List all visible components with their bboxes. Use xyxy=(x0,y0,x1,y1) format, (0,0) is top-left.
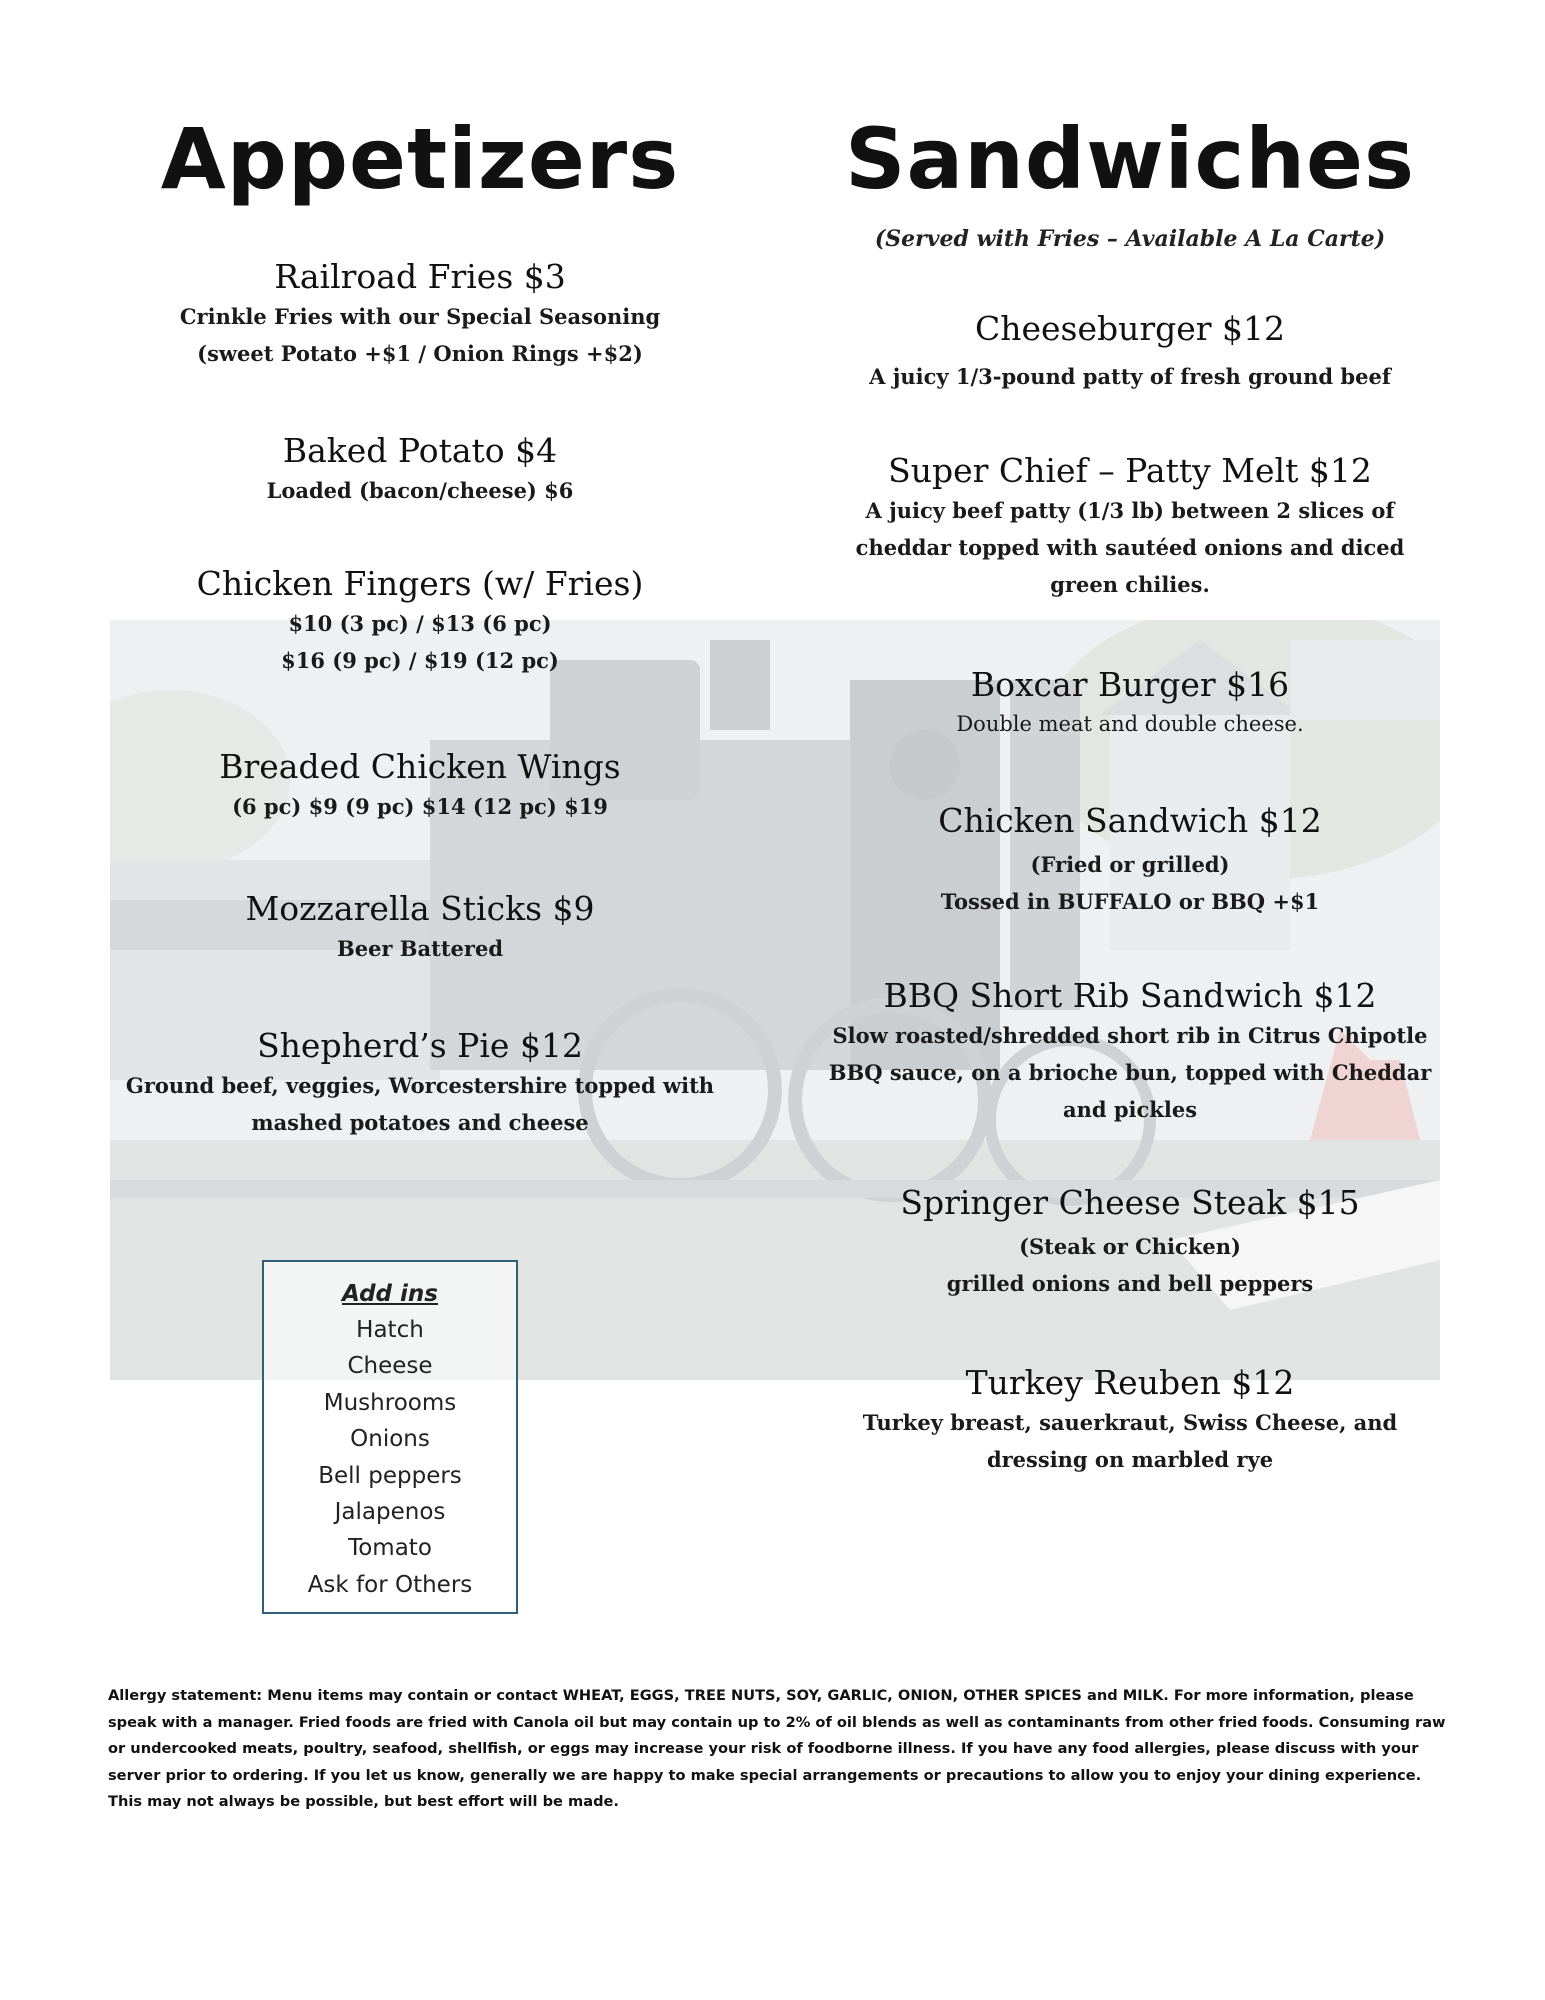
item-desc: (6 pc) $9 (9 pc) $14 (12 pc) $19 xyxy=(232,794,608,819)
add-ins-title: Add ins xyxy=(342,1281,438,1307)
add-in-item: Bell peppers xyxy=(318,1462,462,1489)
item-desc: A juicy 1/3-pound patty of fresh ground beef xyxy=(869,364,1391,389)
item-desc: Beer Battered xyxy=(336,936,504,961)
item-desc: Slow roasted/shredded short rib in Citrus Chipotle xyxy=(832,1023,1428,1048)
item-name: Springer Cheese Steak $15 xyxy=(900,1183,1360,1222)
appetizers-title: Appetizers xyxy=(160,110,680,208)
menu-item-mozzarella-sticks xyxy=(95,888,745,967)
item-desc: Tossed in BUFFALO or BBQ +$1 xyxy=(940,889,1320,914)
item-name: Shepherd’s Pie $12 xyxy=(257,1026,583,1065)
item-desc: grilled onions and bell peppers xyxy=(946,1271,1314,1296)
allergy-statement: Allergy statement: Menu items may contain or contact WHEAT, EGGS, TREE NUTS, SOY, GARLIC, ONION, OTHER SPICES and MILK. For more information, please speak with a manager. Fried foods are fried with Canola oil but may contain up to 2% of oil blends as well as contaminants from other fried foods. Consuming raw or undercooked meats, poultry, seafood, shellfish, or eggs may increase your risk of foodborne illness. If you have any food allergies, please discuss with your server prior to ordering. If you let us know, generally we are happy to make special arrangements or precautions to allow you to enjoy your dining experience. This may not always be possible, but best effort will be made. xyxy=(108,1687,1446,1810)
add-in-item: Ask for Others xyxy=(307,1571,473,1598)
item-name: Boxcar Burger $16 xyxy=(970,665,1290,704)
item-desc: and pickles xyxy=(1062,1097,1198,1122)
item-desc: (Fried or grilled) xyxy=(1030,852,1230,877)
add-in-item: Hatch xyxy=(356,1317,424,1343)
item-name: Super Chief – Patty Melt $12 xyxy=(888,451,1372,490)
menu-item-boxcar-burger xyxy=(815,664,1445,743)
add-in-item: Onions xyxy=(350,1426,430,1453)
item-desc: $16 (9 pc) / $19 (12 pc) xyxy=(281,648,559,673)
menu-item-shepherds-pie xyxy=(95,1025,745,1141)
menu-item-turkey-reuben xyxy=(815,1362,1445,1478)
item-desc: mashed potatoes and cheese xyxy=(251,1110,589,1135)
item-desc: Double meat and double cheese. xyxy=(956,712,1304,736)
item-desc: A juicy beef patty (1/3 lb) between 2 slices of xyxy=(865,498,1395,523)
item-desc: BBQ sauce, on a brioche bun, topped with Cheddar xyxy=(828,1060,1432,1085)
add-in-item: Mushrooms xyxy=(323,1389,457,1416)
menu-item-bbq-short-rib-sandwich xyxy=(815,975,1445,1128)
menu-item-baked-potato xyxy=(95,430,745,509)
add-in-item: Tomato xyxy=(348,1535,432,1562)
item-name: Chicken Sandwich $12 xyxy=(938,801,1322,840)
sandwiches-title: Sandwiches xyxy=(844,110,1416,208)
item-desc: Loaded (bacon/cheese) $6 xyxy=(266,478,574,503)
menu-item-chicken-fingers xyxy=(95,563,745,679)
item-name: Turkey Reuben $12 xyxy=(965,1363,1295,1402)
item-desc: cheddar topped with sautéed onions and diced xyxy=(855,535,1405,560)
item-name: Railroad Fries $3 xyxy=(274,257,566,296)
item-name: Cheeseburger $12 xyxy=(974,309,1286,348)
item-name: BBQ Short Rib Sandwich $12 xyxy=(883,976,1377,1015)
menu-item-breaded-chicken-wings xyxy=(95,746,745,825)
menu-item-chicken-sandwich xyxy=(815,800,1445,920)
menu-item-super-chief-patty-melt xyxy=(815,450,1445,603)
served-with-note: (Served with Fries – Available A La Carte) xyxy=(874,226,1386,252)
add-in-item: Cheese xyxy=(347,1353,433,1380)
item-desc: (Steak or Chicken) xyxy=(1019,1234,1241,1259)
menu-item-springer-cheese-steak xyxy=(815,1182,1445,1302)
add-in-item: Jalapenos xyxy=(334,1499,446,1526)
item-name: Mozzarella Sticks $9 xyxy=(245,889,595,928)
item-desc: dressing on marbled rye xyxy=(986,1447,1274,1472)
add-ins-list xyxy=(264,1312,516,1603)
menu-item-cheeseburger xyxy=(815,308,1445,395)
item-desc: $10 (3 pc) / $13 (6 pc) xyxy=(288,611,552,636)
item-desc: green chilies. xyxy=(1050,572,1210,597)
item-name: Breaded Chicken Wings xyxy=(219,747,621,786)
menu-item-railroad-fries xyxy=(95,256,745,372)
item-desc: (sweet Potato +$1 / Onion Rings +$2) xyxy=(197,341,643,366)
item-desc: Turkey breast, sauerkraut, Swiss Cheese, and xyxy=(862,1410,1398,1435)
item-name: Baked Potato $4 xyxy=(282,431,558,470)
item-desc: Ground beef, veggies, Worcestershire topped with xyxy=(125,1073,715,1098)
add-ins-box xyxy=(262,1260,518,1614)
item-desc: Crinkle Fries with our Special Seasoning xyxy=(179,304,661,329)
item-name: Chicken Fingers (w/ Fries) xyxy=(196,564,644,603)
